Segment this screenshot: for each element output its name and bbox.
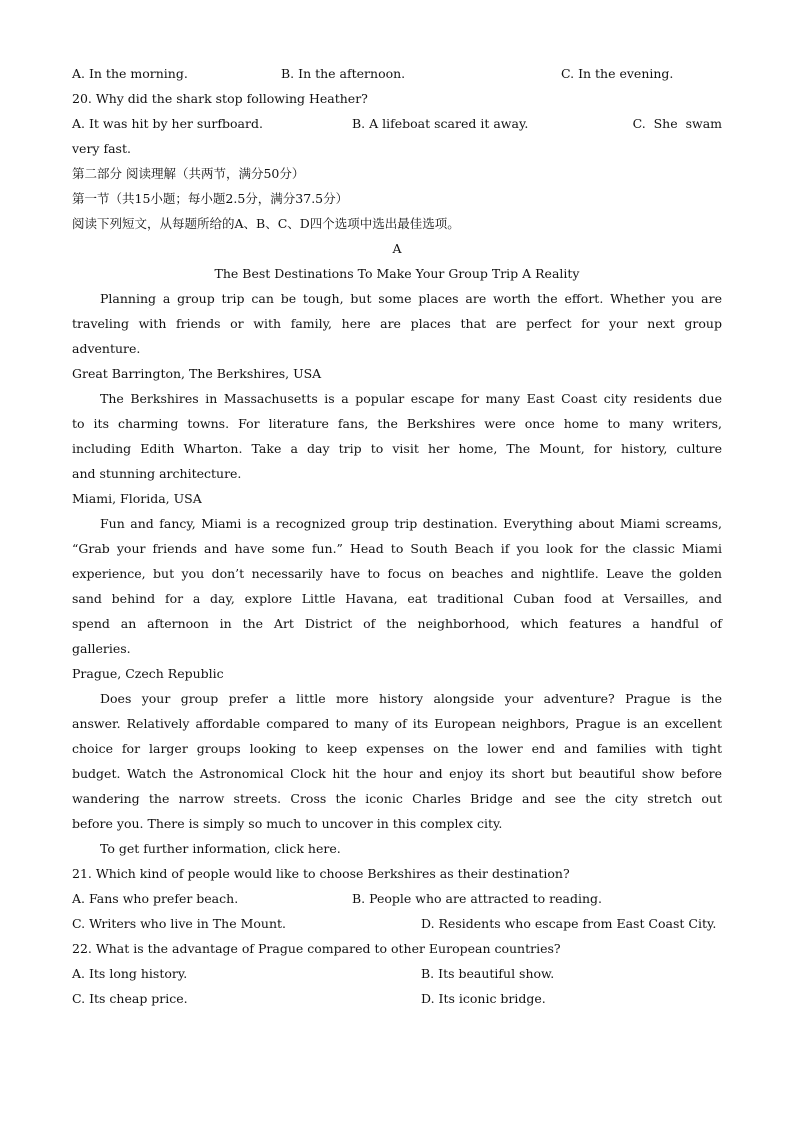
destination-heading-berkshires: Great Barrington, The Berkshires, USA — [72, 366, 322, 381]
q20-options-row — [72, 111, 722, 136]
paragraph-line: sand behind for a day, explore Little Havana, eat traditional Cuban food at Versailles, and — [72, 591, 722, 606]
paragraph-line: answer. Relatively affordable compared to many of its European neighbors, Prague is an excellent — [72, 716, 722, 731]
subsection-heading: 第一节（共15小题；每小题2.5分，满分37.5分） — [72, 191, 349, 206]
paragraph-line: choice for larger groups looking to keep expenses on the lower end and families with tight — [72, 741, 722, 756]
paragraph-line: spend an afternoon in the Art District of the neighborhood, which features a handful of — [72, 616, 722, 631]
q20-option-a: A. It was hit by her surfboard. — [72, 116, 263, 131]
paragraph-line: Does your group prefer a little more history alongside your adventure? Prague is the — [100, 691, 722, 706]
q21-options-row-2 — [72, 911, 722, 936]
berkshires-paragraph — [72, 386, 722, 486]
q20-question: 20. Why did the shark stop following Heather? — [72, 91, 368, 106]
q22-option-a: A. Its long history. — [72, 966, 188, 981]
more-info-line: To get further information, click here. — [100, 841, 341, 856]
intro-paragraph — [72, 286, 722, 361]
q20-option-b: B. A lifeboat scared it away. — [352, 116, 529, 131]
q21-option-d: D. Residents who escape from East Coast City. — [421, 916, 717, 931]
prague-paragraph — [72, 686, 722, 836]
passage-title: The Best Destinations To Make Your Group Trip A Reality — [214, 266, 580, 281]
exam-page — [72, 61, 722, 1011]
paragraph-line: Fun and fancy, Miami is a recognized group trip destination. Everything about Miami screams, — [100, 516, 722, 531]
instruction-text: 阅读下列短文，从每题所给的A、B、C、D四个选项中选出最佳选项。 — [72, 216, 460, 231]
paragraph-line: and stunning architecture. — [72, 466, 242, 481]
q21-options-row-1 — [72, 886, 722, 911]
q21-option-c: C. Writers who live in The Mount. — [72, 916, 286, 931]
paragraph-line: “Grab your friends and have some fun.” Head to South Beach if you look for the classic Miami — [72, 541, 722, 556]
miami-paragraph — [72, 511, 722, 661]
q22-question: 22. What is the advantage of Prague compared to other European countries? — [72, 941, 561, 956]
section-part-heading: 第二部分 阅读理解（共两节，满分50分） — [72, 166, 305, 181]
paragraph-line: The Berkshires in Massachusetts is a popular escape for many East Coast city residents due — [100, 391, 722, 406]
paragraph-line: Planning a group trip can be tough, but some places are worth the effort. Whether you are — [100, 291, 722, 306]
q21-question: 21. Which kind of people would like to choose Berkshires as their destination? — [72, 866, 570, 881]
q19-option-c: C. In the evening. — [561, 66, 674, 81]
paragraph-line: wandering the narrow streets. Cross the iconic Charles Bridge and see the city stretch out — [72, 791, 722, 806]
q20-option-c: C. She swam — [632, 116, 722, 131]
paragraph-line: adventure. — [72, 341, 141, 356]
q19-options — [72, 61, 722, 86]
paragraph-line: before you. There is simply so much to uncover in this complex city. — [72, 816, 503, 831]
paragraph-line: including Edith Wharton. Take a day trip to visit her home, The Mount, for history, culture — [72, 441, 722, 456]
paragraph-line: experience, but you don’t necessarily have to focus on beaches and nightlife. Leave the golden — [72, 566, 722, 581]
destination-heading-prague: Prague, Czech Republic — [72, 666, 224, 681]
q22-option-b: B. Its beautiful show. — [421, 966, 555, 981]
q22-options-row-2 — [72, 986, 722, 1011]
q19-option-b: B. In the afternoon. — [281, 66, 406, 81]
passage-letter: A — [392, 241, 402, 256]
paragraph-line: to its charming towns. For literature fans, the Berkshires were once home to many writers, — [72, 416, 722, 431]
paragraph-line: galleries. — [72, 641, 131, 656]
paragraph-line: traveling with friends or with family, here are places that are perfect for your next group — [72, 316, 722, 331]
destination-heading-miami: Miami, Florida, USA — [72, 491, 202, 506]
q20-option-c-cont: very fast. — [72, 141, 131, 156]
q21-option-a: A. Fans who prefer beach. — [72, 891, 239, 906]
q19-option-a: A. In the morning. — [72, 66, 188, 81]
q22-option-c: C. Its cheap price. — [72, 991, 188, 1006]
q21-option-b: B. People who are attracted to reading. — [352, 891, 603, 906]
q22-option-d: D. Its iconic bridge. — [421, 991, 546, 1006]
q22-options-row-1 — [72, 961, 722, 986]
paragraph-line: budget. Watch the Astronomical Clock hit the hour and enjoy its short but beautiful show before — [72, 766, 722, 781]
